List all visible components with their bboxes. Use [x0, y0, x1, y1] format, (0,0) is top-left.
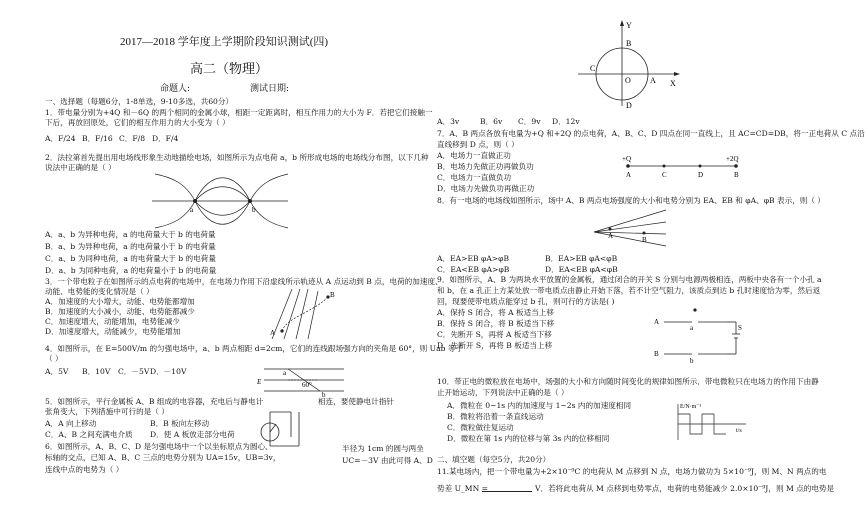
q6-option-a: A．3v	[437, 117, 460, 126]
q11-line2a: 势差 U_MN =	[437, 484, 488, 493]
q7-label-c: C	[662, 171, 667, 179]
q10-label-e-axis: E/N·m⁻¹	[680, 404, 702, 410]
q7-line-charges-figure	[618, 152, 748, 182]
q8-option-d: D．EA<EB φA<φB	[545, 265, 618, 274]
q3-label-b: B	[330, 291, 335, 299]
q8-label-a: A	[608, 232, 614, 240]
q9-line2: 和 b，在 a 孔正上方某处放一带电质点由静止开始下落，若不计空气阻力，该质点到达 b 孔时速度恰为零，然后返	[437, 286, 821, 295]
q6-label-a: A	[650, 76, 656, 85]
q5-option-a: A．A 向上移动	[45, 419, 97, 428]
q7-label-plus-2q: +2Q	[726, 155, 739, 163]
q10-e-t-graph	[670, 400, 750, 442]
q4-option-b: B．10V	[82, 367, 111, 376]
q1-option-d: D．F/4	[152, 134, 179, 143]
q5-option-b: B．B 板向左移动	[150, 419, 210, 428]
q4-label-angle: 60°	[302, 381, 312, 389]
author-label: 命题人:	[160, 84, 191, 94]
q6-label-d: D	[626, 101, 632, 110]
q9-option-b: B．保持 S 闭合，将 B 板适当下移	[437, 319, 555, 328]
q1-line2: 下后，再放回原处，它们的相互作用力的大小变为（ ）	[45, 118, 230, 127]
q4-option-a: A．5V	[45, 367, 69, 376]
q2-line1: 2．法拉第首先提出用电场线形象生动地描绘电场，如图所示为点电荷 a，b 所形成电场的电场线分布图，以下几种	[45, 153, 429, 162]
exam-title: 2017—2018 学年度上学期阶段知识测试(四)	[120, 36, 329, 48]
q10-option-a: A．微粒在 0~1s 内的加速度与 1~2s 内的加速度相同	[447, 401, 632, 410]
q6-label-b: B	[626, 39, 632, 48]
q5-line1: 5．如图所示，平行金属板 A、B 组成的电容器，充电后与静电计	[45, 397, 264, 406]
q9-option-a: A．保持 S 闭合，将 A 板适当上移	[437, 308, 554, 317]
q7-option-d: D．电场力先做负功再做正功	[437, 184, 535, 193]
q1-option-a: A．F/24	[45, 134, 76, 143]
q10-line2: 止开始运动，下列说法中正确的是（ ）	[437, 388, 569, 397]
date-label: 测试日期:	[250, 84, 290, 94]
q2-field-lines-figure	[150, 172, 290, 230]
q6-option-c: C．9v	[518, 117, 541, 126]
q2-label-a: a	[190, 206, 194, 214]
q6-option-b: B．6v	[480, 117, 503, 126]
q4-label-b: b	[322, 391, 326, 399]
q6-line1b: 半径为 1cm 的圆与两坐	[342, 444, 424, 453]
q6-line1: 6．如图所示，A、B、C、D 是匀强电场中一个以坐标原点为圆心、	[45, 442, 273, 451]
q6-option-d: D．12v	[552, 117, 580, 126]
q1-option-c: C．F/8	[119, 134, 146, 143]
q6-line2: 标轴的交点，已知 A、B、C 三点的电势分别为 UA=15v，UB=3v，	[45, 453, 281, 462]
q5-line2: 张角变大，下列措施中可行的是（ ）	[45, 407, 169, 416]
q4-line1: 4．如图所示，在 E=500V/m 的匀强电场中，a、b 两点相距 d=2cm，它们的连线跟场强方向的夹角是 60°，则 Uab 等于	[45, 344, 464, 353]
q3-option-a: A．加速度的大小增大，动能、电势能都增加	[45, 297, 195, 306]
q4-label-e: E	[257, 378, 262, 386]
q9-option-d: D．先断开 S，再将 B 板适当上移	[437, 341, 553, 350]
q7-label-plus-q: +Q	[622, 155, 632, 163]
q2-option-a: A．a、b 为异种电荷，a 的电荷量大于 b 的电荷量	[45, 230, 216, 239]
q9-option-c: C．先断开 S，再将 A 板适当下移	[437, 330, 552, 339]
q6-line2b: UC=－3V 由此可得 A、D	[342, 456, 433, 465]
q7-label-d: D	[698, 171, 704, 179]
q3-option-d: D．加速度增大，动能减少，电势能增加	[45, 327, 181, 336]
q2-option-d: D．a、b 为同种电荷，a 的电荷量小于 b 的电荷量	[45, 266, 217, 275]
q6-label-x: X	[670, 79, 676, 88]
q2-label-b: b	[252, 206, 256, 214]
q6-label-y: Y	[626, 21, 632, 30]
q7-line2: 直线移到 D 点，则（ ）	[437, 140, 519, 149]
q10-option-d: D．微粒在第 1s 内的位移与第 3s 内的位移相同	[447, 434, 610, 443]
q5-option-c: C．A、B 之间充满电介质	[45, 430, 133, 439]
q1-option-b: B．F/16	[82, 134, 113, 143]
q8-option-a: A．EA>EB φA>φB	[437, 254, 510, 263]
q4-option-c: C．－5V	[118, 367, 150, 376]
q11-blank-1	[482, 491, 532, 492]
q8-field-lines-figure	[590, 206, 670, 256]
q4-line2: （ ）	[45, 354, 63, 363]
q1-line1: 1．带电量分别为+4Q 和－6Q 的两个相同的金属小球，相距一定距离时，相互作用力的大小为 F．若把它们接触一	[45, 108, 433, 117]
q6-line3: 连线中点的电势为（ ）	[45, 465, 124, 474]
q8-line1: 8．有一电场的电场线如图所示，场中 A、B 两点电场强度的大小和电势分别为 EA、EB 和 φA、φB 表示，则（ ）	[437, 196, 825, 205]
q3-option-b: B．加速度的大小减小，动能、电势能都减少	[45, 307, 195, 316]
q6-circle-figure	[574, 18, 684, 108]
q11-line1: 11.某电场内，把一个带电量为+2×10⁻⁹C 的电荷从 M 点移到 N 点，电场力做功为 5×10⁻⁹J，则 M、N 两点的电	[437, 467, 827, 476]
q7-line1: 7．A、B 两点各放有电量为+Q 和+2Q 的点电荷，A、B、C、D 四点在同一直线上，且 AC=CD=DB，将一正电荷从 C 点沿	[437, 129, 865, 138]
q9-label-b-plate: B	[654, 350, 659, 358]
q7-option-b: B．电场力先做正功再做负功	[437, 162, 534, 171]
q3-trajectory-figure	[262, 287, 342, 342]
q9-line1: 9．如图所示，A、B 为两块水平放置的金属板，通过闭合的开关 S 分别与电源两极相连，两板中央各有一个小孔 a	[437, 275, 822, 284]
q3-label-a: A	[270, 329, 276, 337]
q7-option-c: C．电场力一直做负功	[437, 173, 512, 182]
q8-label-b: B	[642, 236, 647, 244]
q5-line1b: 相连，要使静电计指针	[318, 397, 394, 406]
q4-option-d: D．－10V	[150, 367, 187, 376]
q7-label-a: A	[626, 171, 632, 179]
q10-line1: 10．带正电的微粒放在电场中，场强的大小和方向随时间变化的规律如图所示．带电微粒只在电场力的作用下由静	[437, 377, 819, 386]
section2-heading: 二、填空题（每空5分，共20分）	[437, 455, 551, 464]
subject-title: 高二（物理）	[190, 61, 269, 76]
q6-label-c: C	[590, 64, 596, 73]
q9-line3: 回，现要使带电质点能穿过 b 孔，则可行的方法是( )	[437, 297, 615, 306]
q9-label-switch: S	[738, 324, 742, 332]
q10-option-c: C．微粒做往复运动	[447, 423, 514, 432]
q10-label-t-axis: t/s	[736, 428, 742, 434]
q6-label-o: O	[625, 76, 631, 85]
q2-option-c: C．a、b 为同种电荷，a 的电荷量大于 b 的电荷量	[45, 254, 216, 263]
q3-line2: 动能、电势能的变化情况是（ ）	[45, 287, 154, 296]
q8-option-b: B．EA>EB φA<φB	[545, 254, 618, 263]
q3-option-c: C．加速度增大，动能增加，电势能减少	[45, 317, 180, 326]
q7-option-a: A．电场力一直做正功	[437, 151, 511, 160]
q9-label-a-plate: A	[654, 318, 660, 326]
q10-option-b: B．微粒将沿着一条直线运动	[447, 412, 544, 421]
q9-plates-figure	[652, 304, 742, 366]
q3-line1: 3．一个带电粒子在如图所示的点电荷的电场中，在电场力作用下沿虚线所示轨迹从 A 点运动到 B 点，电荷的加速度、	[45, 277, 443, 286]
q5-option-d: D．使 A 板放走部分电荷	[150, 430, 235, 439]
section1-heading: 一、选择题（每题6分，1-8单选，9-10多选，共60分）	[45, 97, 234, 106]
q2-option-b: B．a、b 为异种电荷，a 的电荷量小于 b 的电荷量	[45, 242, 216, 251]
q4-label-a: a	[283, 369, 287, 377]
q7-label-b: B	[734, 171, 739, 179]
q8-option-c: C．EA<EB φA>φB	[437, 265, 510, 274]
q9-label-a-hole: a	[690, 324, 694, 332]
q9-label-b-hole: b	[690, 357, 694, 365]
q4-uniform-field-figure	[258, 364, 348, 400]
q11-line2b: V．若将此电荷从 M 点移到电势零点，电荷的电势能减少 2.0×10⁻⁹J，则 M 点的电势是	[535, 484, 835, 493]
q2-line2: 说法中正确的是（ ）	[45, 163, 116, 172]
